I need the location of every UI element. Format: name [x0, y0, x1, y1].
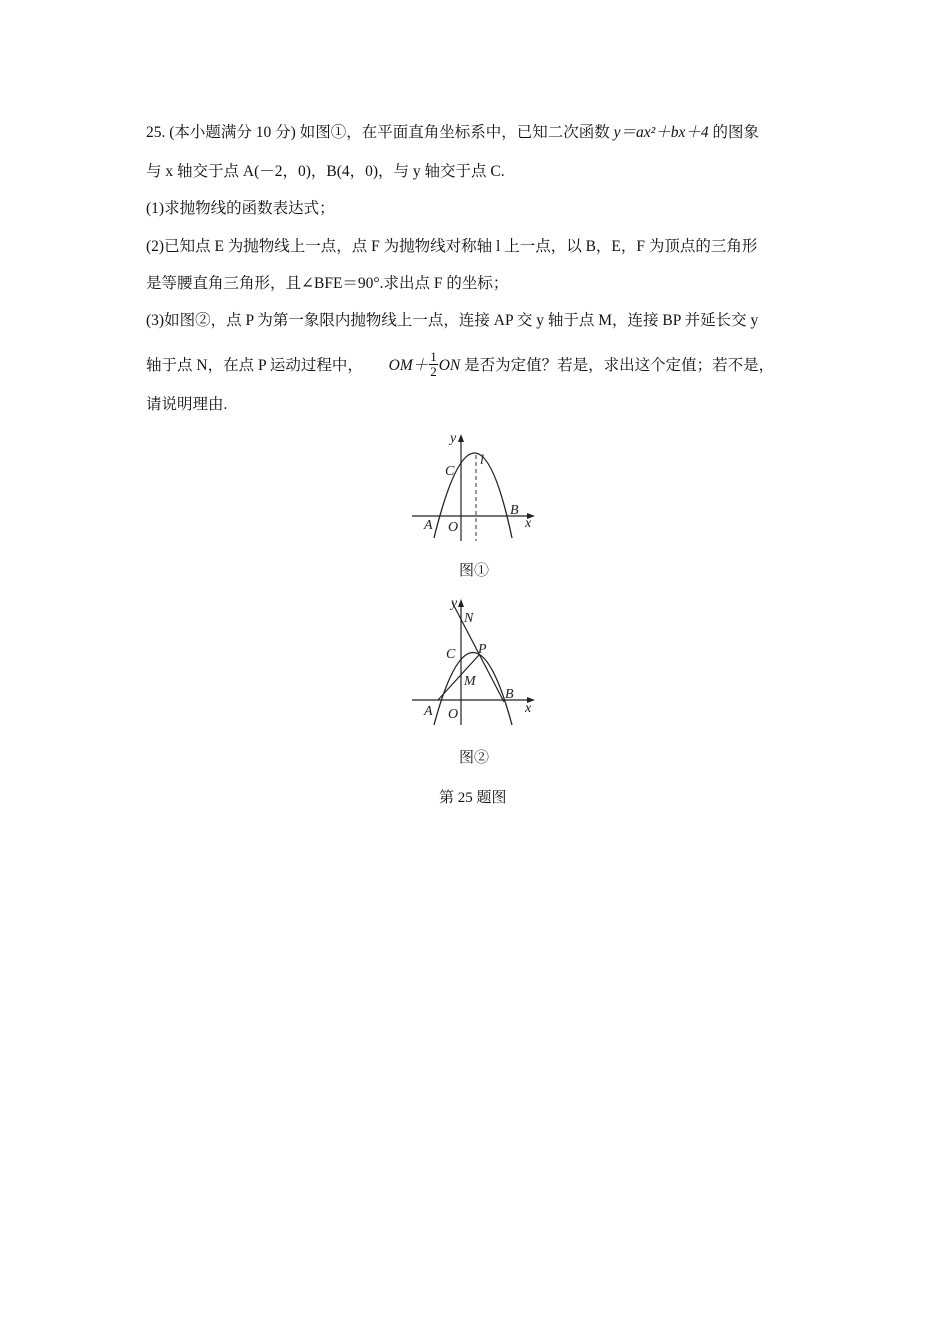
- label-b: B: [505, 687, 514, 702]
- problem-line-1: [146, 123, 759, 143]
- figure-1-graph: [400, 425, 550, 555]
- label-p: P: [478, 642, 487, 657]
- problem-number: 25.: [146, 124, 166, 141]
- expr-on: ON: [438, 357, 461, 375]
- label-y: y: [451, 596, 458, 611]
- fraction-half: [429, 350, 438, 379]
- y-arrow-icon: [458, 434, 464, 442]
- label-n: N: [464, 611, 474, 626]
- fraction-numerator: 1: [430, 349, 437, 364]
- fraction-denominator: 2: [430, 364, 437, 379]
- part-3-text: 轴于点 N，在点 P 运动过程中，: [146, 357, 363, 375]
- label-l: l: [480, 453, 484, 468]
- intro-text-end: 的图象: [712, 124, 760, 141]
- part-1: (1)求抛物线的函数表达式；: [146, 200, 335, 217]
- figure-group-caption: 第 25 题图: [439, 790, 507, 806]
- part-2-line-2: 是等腰直角三角形，且∠BFE＝90°.求出点 F 的坐标；: [146, 275, 509, 292]
- figure-2-graph: [400, 590, 550, 730]
- label-b: B: [510, 503, 519, 518]
- figure-2-caption: 图②: [459, 750, 490, 766]
- problem-line-2: 与 x 轴交于点 A(－2，0)，B(4，0)，与 y 轴交于点 C.: [146, 163, 505, 180]
- label-c: C: [445, 464, 455, 479]
- y-arrow-icon: [458, 599, 464, 607]
- part-3-question: 是否为定值？若是，求出这个定值；若不是，: [464, 357, 775, 375]
- figure-1-caption: 图①: [459, 563, 490, 579]
- label-a: A: [424, 518, 433, 533]
- label-x: x: [525, 516, 532, 531]
- part-3-line-3: 请说明理由.: [146, 396, 228, 413]
- label-m: M: [464, 674, 476, 689]
- label-x: x: [525, 701, 532, 716]
- label-a: A: [424, 704, 433, 719]
- intro-text: 如图①，在平面直角坐标系中，已知二次函数: [299, 124, 610, 141]
- part-3-line-2: [146, 349, 775, 381]
- function-expression: y＝ax²＋bx＋4: [613, 124, 709, 141]
- part-2-line-1: (2)已知点 E 为抛物线上一点，点 F 为抛物线对称轴 l 上一点，以 B，E，F 为顶点的三角形: [146, 238, 758, 255]
- score-note: (本小题满分 10 分): [169, 124, 296, 141]
- expr-om: OM＋: [388, 357, 429, 375]
- label-o: O: [448, 520, 459, 535]
- label-o: O: [448, 707, 459, 722]
- part-3-line-1: (3)如图②，点 P 为第一象限内抛物线上一点，连接 AP 交 y 轴于点 M，连接 BP 并延长交 y: [146, 312, 759, 329]
- label-y: y: [450, 431, 457, 446]
- label-c: C: [446, 647, 456, 662]
